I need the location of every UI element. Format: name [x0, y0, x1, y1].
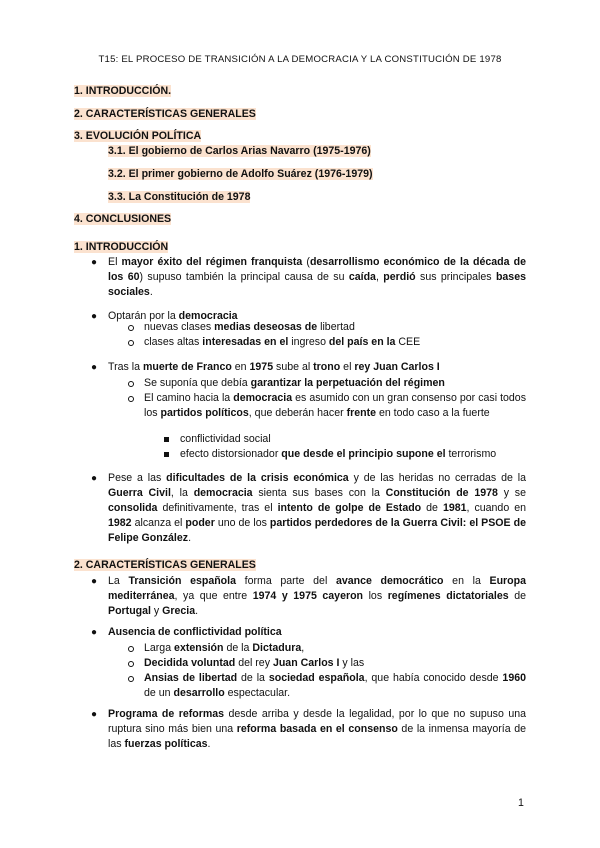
bullet-icon: ● [91, 709, 98, 720]
toc-item-3-3: 3.3. La Constitución de 1978 [108, 191, 251, 203]
text-run: nuevas clases [144, 321, 212, 333]
text-run: y se [497, 487, 526, 499]
bold-text: fuerzas políticas [124, 738, 208, 750]
text-run: El [108, 256, 122, 268]
bold-text: Guerra Civil [108, 487, 171, 499]
bold-text: Europa mediterránea [108, 575, 526, 602]
toc-item-2: 2. CARACTERÍSTICAS GENERALES [74, 108, 256, 120]
bold-text: Dictadura [252, 642, 302, 654]
section-2-heading: 2. CARACTERÍSTICAS GENERALES [74, 559, 256, 571]
text-run: desde arriba y desde la legalidad, por lo que no supuso una ruptura sino más bien una [108, 708, 526, 735]
s2-sub-2b [144, 656, 526, 671]
text-run: sus principales [415, 271, 496, 283]
text-run: El camino hacia la [144, 392, 234, 404]
bullet-icon: ● [91, 576, 98, 587]
bold-text: rey Juan Carlos I [354, 361, 440, 373]
s1-bullet-1 [108, 255, 526, 300]
text-run: CEE [398, 336, 421, 348]
bold-text: Transición española [128, 575, 236, 587]
s2-sub-2a [144, 641, 526, 656]
bullet-icon: ● [91, 627, 98, 638]
text-run: , [375, 271, 384, 283]
bold-text: interesadas en el [199, 336, 292, 348]
bullet-icon: ● [91, 362, 98, 373]
toc-item-3: 3. EVOLUCIÓN POLÍTICA [74, 130, 202, 142]
bold-text: Ansias de libertad [144, 672, 238, 684]
bold-text: consolida [108, 502, 158, 514]
bold-text: mayor éxito del régimen franquista [121, 256, 303, 268]
text-run: , la [170, 487, 194, 499]
bold-text: intento de golpe de Estado [277, 502, 422, 514]
bold-text: desarrollismo económico de la década de los 60 [108, 256, 526, 283]
toc-item-3-2: 3.2. El primer gobierno de Adolfo Suárez (1976-1979) [108, 168, 373, 180]
circle-bullet-icon [128, 381, 134, 387]
page-number: 1 [518, 797, 524, 809]
square-bullet-icon [164, 452, 169, 457]
text-run: definitivamente, tras el [157, 502, 278, 514]
text-run: de la [237, 672, 269, 684]
bold-text: 1974 y 1975 cayeron [252, 590, 364, 602]
text-run: ingreso [291, 336, 326, 348]
square-bullet-icon [164, 437, 169, 442]
text-run: en todo caso a la fuerte [376, 407, 490, 419]
circle-bullet-icon [128, 676, 134, 682]
bold-text: caída [348, 271, 376, 283]
bold-text: Juan Carlos I [272, 657, 340, 669]
s1-sub-3b-1 [180, 432, 526, 447]
bold-text: partidos perdedores de la Guerra Civil: el PSOE de Felipe González [108, 517, 526, 544]
text-run: y las [339, 657, 365, 669]
text-run: . [188, 532, 192, 544]
text-run: . [195, 605, 199, 617]
text-run: espectacular. [224, 687, 291, 699]
bold-text: muerte de Franco [142, 361, 232, 373]
toc-item-4: 4. CONCLUSIONES [74, 213, 172, 225]
bold-text: Decidida voluntad [144, 657, 236, 669]
bullet-icon: ● [91, 311, 98, 322]
text-run: ) supuso también la principal causa de su [139, 271, 349, 283]
toc-item-1: 1. INTRODUCCIÓN. [74, 85, 172, 97]
bold-text: Grecia [162, 605, 196, 617]
text-run: de [508, 590, 526, 602]
text-run: clases altas [144, 336, 200, 348]
bold-text: Constitución de 1978 [385, 487, 498, 499]
bullet-icon: ● [91, 473, 98, 484]
text-run: efecto distorsionador [180, 448, 279, 460]
text-run: uno de los [214, 517, 270, 529]
text-run: Larga [144, 642, 175, 654]
text-run: es asumido con un gran consenso por casi todos los [144, 392, 526, 419]
bold-text: perdió [383, 271, 416, 283]
s1-sub-3a [144, 376, 526, 391]
bold-text: partidos políticos [160, 407, 249, 419]
text-run: La [108, 575, 129, 587]
bold-text: 1975 [249, 361, 274, 373]
text-run: de la inmensa mayoría de las [108, 723, 526, 750]
circle-bullet-icon [128, 325, 134, 331]
text-run: . [207, 738, 211, 750]
text-run: de un [144, 687, 174, 699]
circle-bullet-icon [128, 396, 134, 402]
text-run: Optarán por la [108, 310, 179, 322]
text-run: Tras la [108, 361, 143, 373]
text-run: del rey [235, 657, 273, 669]
bold-text: democracia [178, 310, 238, 322]
bold-text: Programa de reformas [108, 708, 225, 720]
text-run: Pese a las [108, 472, 167, 484]
bold-text: extensión [174, 642, 224, 654]
text-run: Se suponía que debía [144, 377, 251, 389]
bold-text: 1981 [442, 502, 467, 514]
text-run: . [149, 286, 153, 298]
text-run: , ya que entre [174, 590, 253, 602]
bold-text: medias deseosas de [211, 321, 321, 333]
s1-sub-3b [144, 391, 526, 421]
text-run: , que había conocido desde [364, 672, 503, 684]
text-run: de la [223, 642, 253, 654]
s1-bullet-4 [108, 471, 526, 546]
bold-text: reforma basada en el consenso [236, 723, 398, 735]
text-run: , que deberán hacer [248, 407, 347, 419]
text-run: ( [302, 256, 310, 268]
bold-text: avance democrático [335, 575, 444, 587]
document-header: T15: EL PROCESO DE TRANSICIÓN A LA DEMOCRACIA Y LA CONSTITUCIÓN DE 1978 [98, 54, 502, 65]
bold-text: democracia [193, 487, 253, 499]
s2-bullet-2 [108, 625, 526, 640]
text-run: en la [443, 575, 490, 587]
text-run: , [301, 642, 305, 654]
text-run: de [421, 502, 443, 514]
text-run: sube al [273, 361, 314, 373]
s2-sub-2c [144, 671, 526, 701]
text-run: terrorismo [448, 448, 497, 460]
s1-sub-2b [144, 335, 526, 350]
circle-bullet-icon [128, 646, 134, 652]
bold-text: dificultades de la crisis económica [166, 472, 349, 484]
bold-text: Portugal [108, 605, 151, 617]
s2-bullet-1 [108, 574, 526, 619]
text-run: conflictividad social [180, 433, 271, 445]
text-run: libertad [320, 321, 355, 333]
circle-bullet-icon [128, 340, 134, 346]
bold-text: del país en la [325, 336, 399, 348]
text-run: alcanza el [131, 517, 186, 529]
text-run: los [363, 590, 388, 602]
toc-item-3-1: 3.1. El gobierno de Carlos Arias Navarro (1975-1976) [108, 145, 371, 157]
bold-text: garantizar la perpetuación del régimen [250, 377, 445, 389]
bold-text: 1960 [502, 672, 526, 684]
text-run: forma parte del [236, 575, 336, 587]
bold-text: 1982 [108, 517, 132, 529]
text-run: el [340, 361, 355, 373]
s1-bullet-3 [108, 360, 526, 375]
bold-text: trono [313, 361, 341, 373]
bold-text: frente [346, 407, 377, 419]
bullet-icon: ● [91, 257, 98, 268]
text-run: en [231, 361, 250, 373]
bold-text: democracia [233, 392, 293, 404]
text-run: , cuando en [466, 502, 526, 514]
bold-text: sociedad española [268, 672, 365, 684]
bold-text: regímenes dictatoriales [387, 590, 509, 602]
bold-text: Ausencia de conflictividad política [108, 626, 282, 638]
text-run: y [150, 605, 163, 617]
text-run: sienta sus bases con la [252, 487, 386, 499]
circle-bullet-icon [128, 661, 134, 667]
bold-text: poder [185, 517, 215, 529]
section-1-heading: 1. INTRODUCCIÓN [74, 241, 169, 253]
bold-text: bases sociales [108, 271, 526, 298]
s1-sub-2a [144, 320, 526, 335]
text-run: y de las heridas no cerradas de la [348, 472, 526, 484]
s1-sub-3b-2 [180, 447, 526, 462]
bold-text: desarrollo [173, 687, 225, 699]
bold-text: que desde el principio supone el [278, 448, 449, 460]
s2-bullet-3 [108, 707, 526, 752]
